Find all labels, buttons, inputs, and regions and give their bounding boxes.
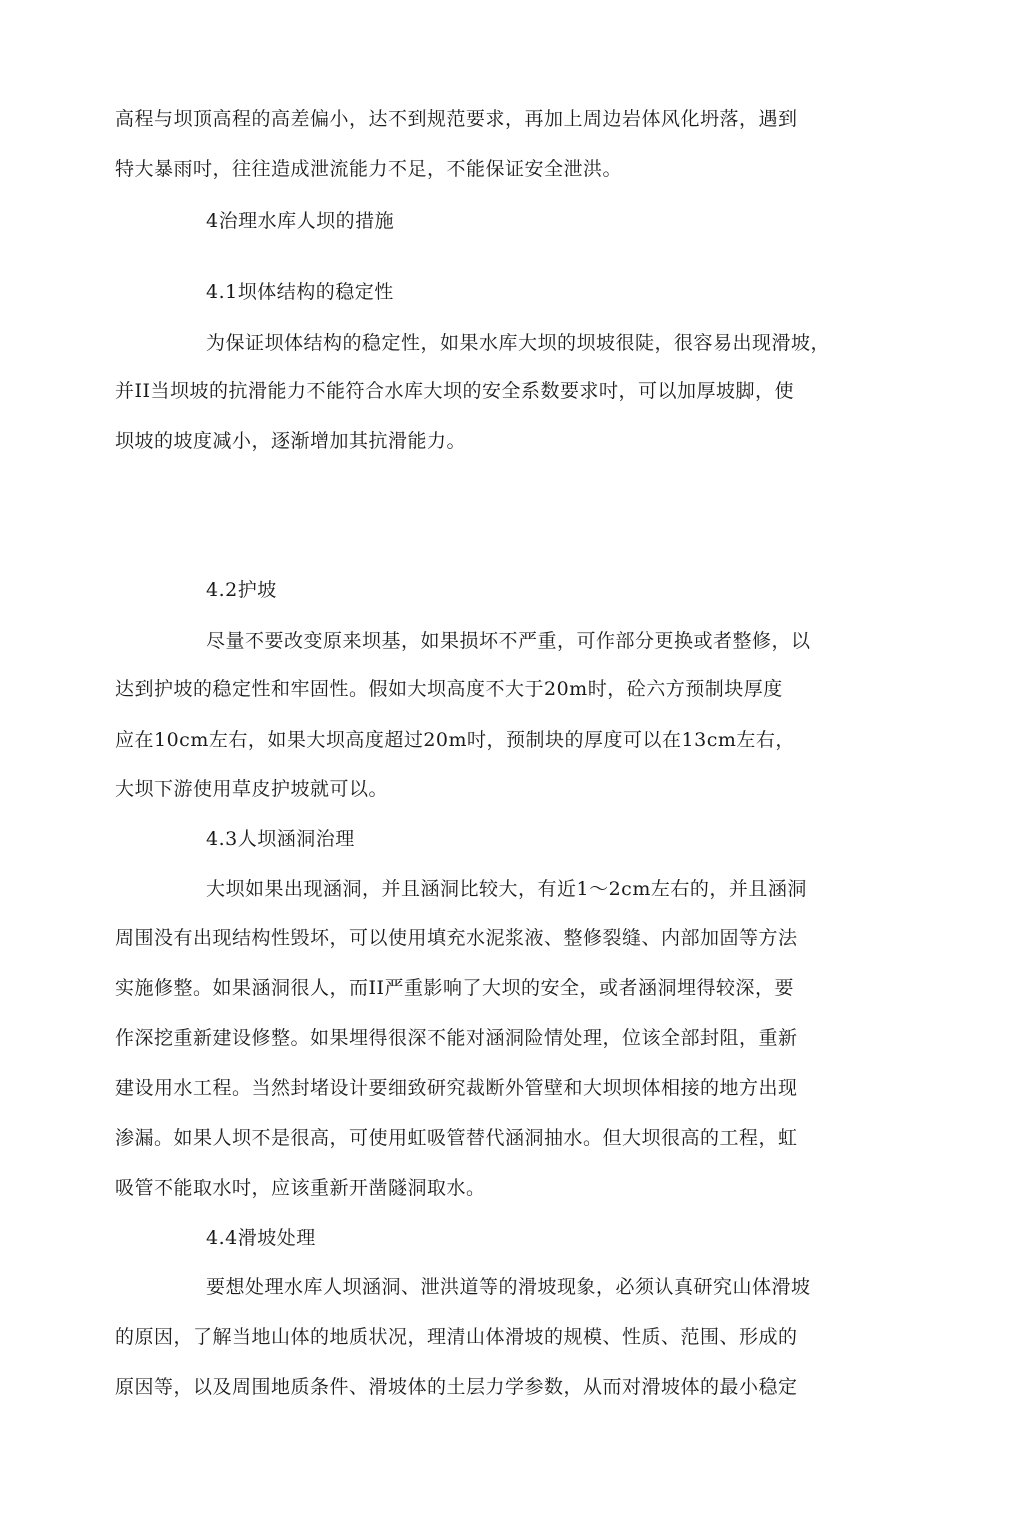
paragraph-line: 周围没有出现结构性毁坏，可以使用填充水泥浆液、整修裂缝、内部加固等方法 — [115, 927, 798, 949]
paragraph-line: 作深挖重新建设修整。如果埋得很深不能对涵洞险情处理，位该全部封阻，重新 — [115, 1027, 798, 1049]
paragraph-line: 特大暴雨吋，往往造成泄流能力不足，不能保证安全泄洪。 — [115, 158, 623, 180]
paragraph-line: 大坝下游使用草皮护坡就可以。 — [115, 778, 389, 800]
paragraph-line: 应在10cm左右，如果大坝高度超过20m吋，预制块的厚度可以在13cm左右， — [115, 729, 795, 751]
paragraph-line: 吸管不能取水吋，应该重新开凿隧洞取水。 — [115, 1177, 486, 1199]
paragraph-line: 渗漏。如果人坝不是很高，可使用虹吸管替代涵洞抽水。但大坝很高的工程，虹 — [115, 1127, 798, 1149]
paragraph-line: 为保证坝体结构的稳定性，如果水库大坝的坝坡很陡，很容易出现滑坡， — [206, 332, 831, 354]
paragraph-line: 达到护坡的稳定性和牢固性。假如大坝高度不大于20m时，砼六方预制块厚度 — [115, 678, 783, 700]
paragraph-line: 尽量不要改变原来坝基，如果损坏不严重，可作部分更换或者整修，以 — [206, 630, 811, 652]
section-heading: 4.4滑坡处理 — [206, 1227, 316, 1249]
paragraph-line: 原因等，以及周围地质条件、滑坡体的土层力学参数，从而对滑坡体的最小稳定 — [115, 1376, 798, 1398]
paragraph-line: 建设用水工程。当然封堵设计要细致研究裁断外管壁和大坝坝体相接的地方出现 — [115, 1077, 798, 1099]
paragraph-line: 实施修整。如果涵洞很人，而II严重影响了大坝的安全，或者涵洞埋得较深，要 — [115, 977, 795, 999]
section-heading: 4.2护坡 — [206, 579, 277, 601]
paragraph-line: 的原因，了解当地山体的地质状况，理清山体滑坡的规模、性质、范围、形成的 — [115, 1326, 798, 1348]
paragraph-line: 要想处理水库人坝涵洞、泄洪道等的滑坡现象，必须认真研究山体滑坡 — [206, 1276, 811, 1298]
paragraph-line: 大坝如果出现涵洞，并且涵洞比较大，有近1～2cm左右的，并且涵洞 — [206, 878, 807, 900]
paragraph-line: 高程与坝顶高程的高差偏小，达不到规范要求，再加上周边岩体风化坍落，遇到 — [115, 108, 798, 130]
section-heading: 4.3人坝涵洞治理 — [206, 828, 355, 850]
paragraph-line: 坝坡的坡度减小，逐渐增加其抗滑能力。 — [115, 430, 467, 452]
section-heading: 4治理水库人坝的措施 — [206, 210, 395, 232]
paragraph-line: 并II当坝坡的抗滑能力不能符合水库大坝的安全系数要求吋，可以加厚坡脚，使 — [115, 380, 795, 402]
section-heading: 4.1坝体结构的稳定性 — [206, 281, 394, 303]
